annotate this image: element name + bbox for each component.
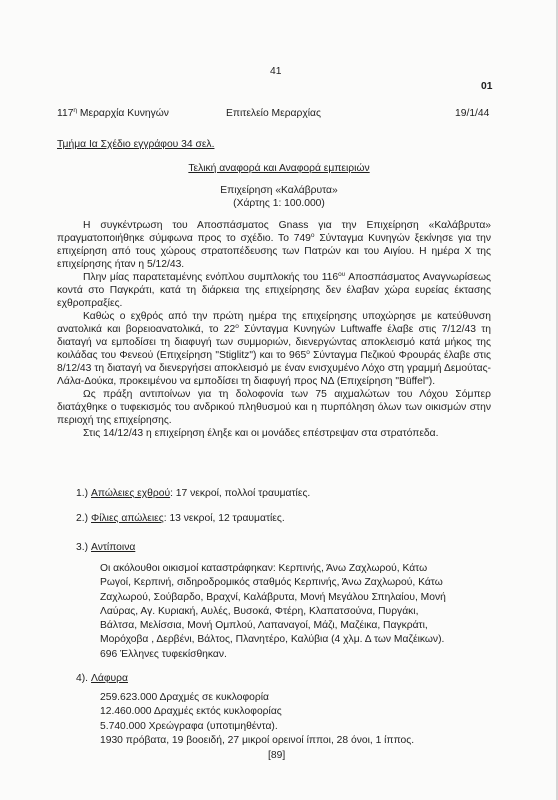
reprisals-line: Ζαχλωρού, Σούβαρδο, Βραχνί, Καλάβρυτα, Μονή Μεγάλου Σπηλαίου, Μονή bbox=[100, 591, 446, 603]
reprisals-line: Ρωγοί, Κερπινή, σιδηροδρομικός σταθμός Κερπινής, Άνω Ζαχλωρού, Κάτω bbox=[100, 577, 443, 589]
page-number-top: 41 bbox=[270, 66, 282, 77]
section-label: Λάφυρα bbox=[91, 673, 128, 684]
p3-sup: ο bbox=[235, 323, 239, 330]
paragraph-1 bbox=[57, 219, 491, 271]
section-label: Φίλιες απώλειες bbox=[91, 513, 164, 524]
paragraph-2 bbox=[57, 271, 491, 310]
paragraph-4: Ως πράξη αντιποίνων για τη δολοφονία των 75 αιχμαλώτων του Λόχου Σόμπερ διατάχθηκε ο τυφεκισμός του ανδρικού πληθυσμού και η πυρπόληση όλων των οικισμών στην περιοχή της επιχείρησης. bbox=[57, 389, 491, 426]
section-reference: Τμήμα Ια Σχέδιο εγγράφου 34 σελ. bbox=[57, 139, 215, 150]
paragraph-5: Στις 14/12/43 η επιχείρηση έληξε και οι μονάδες επέστρεψαν στα στρατόπεδα. bbox=[83, 428, 439, 439]
p3-text-a: Καθώς ο εχθρός από την πρώτη ημέρα της επιχείρησης υποχώρησε με κατεύθυνση ανατολικά και βορειοανατολικά, το 22 bbox=[57, 311, 491, 335]
section-number: 1.) bbox=[76, 488, 89, 499]
section-enemy-losses bbox=[76, 487, 310, 500]
p1-text-a: Η συγκέντρωση του Αποσπάσματος Gnass για την Επιχείρηση «Καλάβρυτα» πραγματοποιήθηκε σύμφωνα προς το σχέδιο. Το 749 bbox=[57, 220, 491, 244]
p3-sup-2: ο bbox=[306, 349, 310, 356]
p3-text-c: Σύνταγμα Πεζικού Φρουράς έλαβε στις 8/12/43 τη διαταγή να διενεργήσει αποκλεισμό με έναν ενισχυμένο Λόχο στη γραμμή Δεμούτας-Λάλα-Δούκα, προκειμένου να εμποδίσει τη διαφυγή προς ΝΔ (Επιχείρηση "Büffel"). bbox=[57, 350, 491, 387]
p2-text-b: Αποσπάσματος Αναγνωρίσεως κοντά στο Παγκράτι, κατά τη διάρκεια της επιχείρησης δεν έλαβαν χώρα ευρείας έκτασης εχθροπραξίες. bbox=[57, 272, 491, 309]
reprisals-line: Βάλτσα, Μελίσσια, Μονή Ομπλού, Λαπαναγοί, Μάζι, Μαζέικα, Παγκράτι, bbox=[100, 620, 428, 632]
reprisals-line: Λαύρας, Αγ. Κυριακή, Αυλές, Βυσοκά, Φτέρη, Κλαπατσούνα, Πυργάκι, bbox=[100, 605, 419, 617]
p3-text-b: Σύνταγμα Κυνηγών Luftwaffe έλαβε στις 7/12/43 τη διαταγή να εμποδίσει τη διαφυγή των συμμοριών, διενεργώντας αποκλεισμό κατά μήκος της κοιλάδας του Φενεού (Επιχείρηση "Stiglitz") και το 965 bbox=[57, 324, 491, 361]
map-reference: (Χάρτης 1: 100.000) bbox=[233, 198, 325, 209]
section-reprisals bbox=[76, 541, 135, 554]
section-text: : 13 νεκροί, 12 τραυματίες. bbox=[163, 513, 285, 524]
section-number: 4). bbox=[76, 673, 89, 684]
section-friendly-losses bbox=[76, 512, 285, 525]
document-code: 01 bbox=[481, 81, 493, 92]
p1-text-b: Σύνταγμα Κυνηγών ξεκίνησε για την επιχείρηση από τους χώρους στρατοπέδευσης των Πατρών και του Αιγίου. Η ημέρα Χ της επιχείρησης ήταν η 5/12/43. bbox=[57, 233, 491, 270]
section-text: : 17 νεκροί, πολλοί τραυματίες. bbox=[170, 488, 311, 499]
p2-sup: ου bbox=[338, 271, 346, 278]
section-number: 2.) bbox=[76, 513, 89, 524]
header-unit bbox=[57, 107, 169, 120]
header-unit-name: Μεραρχία Κυνηγών bbox=[77, 108, 169, 119]
section-number: 3.) bbox=[76, 542, 89, 553]
booty-line: 1930 πρόβατα, 19 βοοειδή, 27 μικροί ορεινοί ίπποι, 28 όνοι, 1 ίππος. bbox=[100, 734, 415, 746]
operation-title: Επιχείρηση «Καλάβρυτα» bbox=[220, 185, 338, 196]
section-label: Αντίποινα bbox=[91, 542, 136, 553]
header-unit-number: 117 bbox=[57, 108, 74, 119]
booty-list bbox=[100, 691, 414, 748]
reprisals-line: 696 Έλληνες τυφεκίσθηκαν. bbox=[100, 648, 227, 660]
p1-sup: ο bbox=[310, 232, 315, 239]
paragraph-3 bbox=[57, 310, 491, 388]
header-staff: Επιτελείο Μεραρχίας bbox=[226, 108, 321, 119]
reprisals-line: Οι ακόλουθοι οικισμοί καταστράφηκαν: Κερπινής, Άνω Ζαχλωρού, Κάτω bbox=[100, 563, 428, 574]
booty-line: 5.740.000 Χρεώγραφα (υποτιμηθέντα). bbox=[100, 720, 278, 732]
section-label: Απώλειες εχθρού bbox=[91, 488, 171, 499]
reprisals-list bbox=[100, 562, 446, 662]
header-date: 19/1/44 bbox=[455, 108, 490, 119]
header-unit-sup: η bbox=[73, 107, 78, 114]
reprisals-line: Μορόχοβα , Δερβένι, Βάλτος, Πλανητέρο, Καλύβια (4 χλμ. Δ των Μαζέικων). bbox=[100, 634, 445, 646]
body-paragraphs bbox=[57, 219, 491, 440]
p2-text-a: Πλην μίας παρατεταμένης ενόπλου συμπλοκής του 116 bbox=[83, 272, 339, 283]
page-number-bottom: [89] bbox=[268, 750, 286, 761]
booty-line: 12.460.000 Δραχμές εκτός κυκλοφορίας bbox=[100, 706, 282, 718]
booty-line: 259.623.000 Δραχμές σε κυκλοφορία bbox=[100, 692, 269, 703]
section-booty bbox=[76, 672, 128, 685]
report-title: Τελική αναφορά και Αναφορά εμπειριών bbox=[188, 163, 370, 174]
